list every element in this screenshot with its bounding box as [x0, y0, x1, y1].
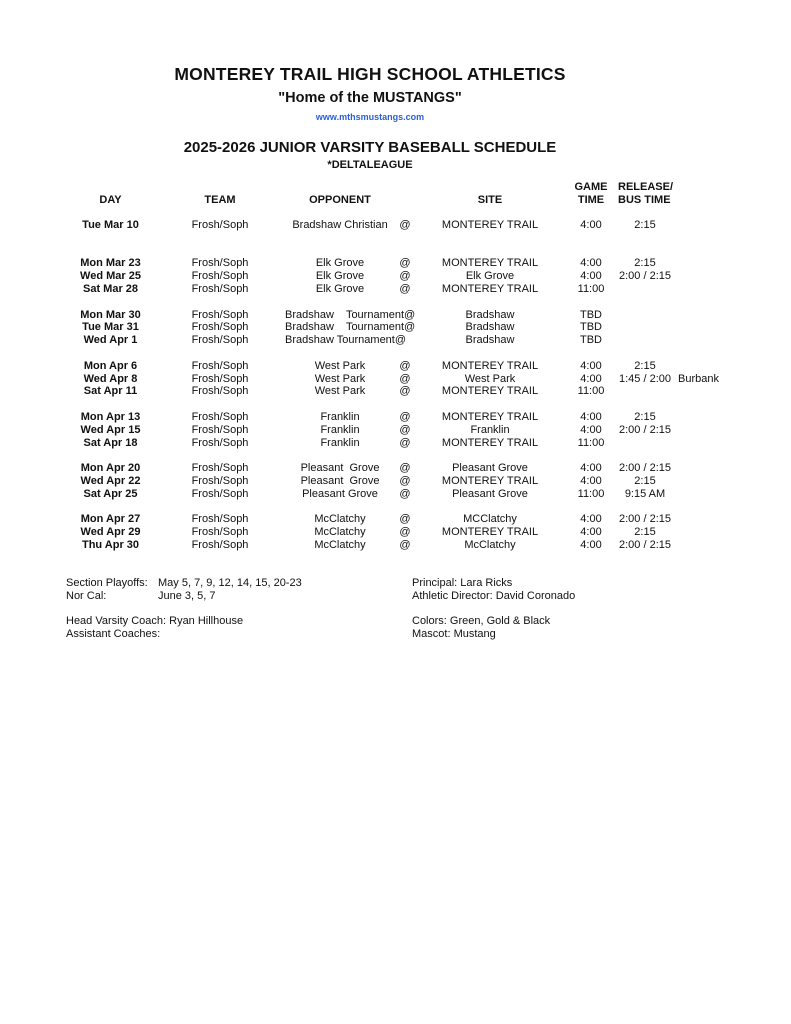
game-time-line1: GAME	[574, 181, 608, 193]
table-row	[66, 475, 740, 488]
schedule-group	[66, 257, 740, 295]
cell-note	[673, 219, 740, 232]
cell-note	[673, 526, 740, 539]
cell-site: MONTEREY TRAIL	[441, 436, 539, 449]
cell-site: MONTEREY TRAIL	[441, 359, 539, 372]
schedule-group	[66, 360, 740, 398]
schedule-group	[66, 513, 740, 551]
cell-day: Mon Mar 30	[80, 308, 141, 321]
cell-release-time	[617, 309, 673, 322]
cell-note	[673, 360, 740, 373]
cell-opponent: Bradshaw Tournament@	[285, 321, 416, 334]
cell-opponent: West Park	[314, 385, 366, 398]
cell-site: Bradshaw	[465, 334, 515, 347]
cell-at-symbol: @	[399, 270, 411, 283]
cell-at-symbol: @	[399, 257, 411, 270]
cell-note	[673, 257, 740, 270]
cell-site: Pleasant Grove	[452, 462, 528, 475]
table-row	[66, 309, 740, 322]
cell-game-time: TBD	[580, 334, 602, 347]
cell-day: Mon Apr 20	[80, 462, 141, 475]
table-row	[66, 411, 740, 424]
playoffs-info-block	[66, 577, 302, 603]
table-row	[66, 513, 740, 526]
cell-opponent: Elk Grove	[315, 270, 365, 283]
cell-release-time: 2:15	[634, 410, 656, 423]
cell-note	[673, 475, 740, 488]
cell-release-time: 2:15	[634, 359, 656, 372]
cell-opponent: Franklin	[320, 436, 360, 449]
principal-line: Principal: Lara Ricks	[412, 577, 513, 589]
cell-team: Frosh/Soph	[191, 462, 249, 475]
cell-game-time: TBD	[580, 321, 602, 334]
cell-team: Frosh/Soph	[191, 513, 249, 526]
col-header-game-time	[565, 181, 617, 207]
cell-at-symbol: @	[399, 436, 411, 449]
cell-day: Thu Apr 30	[81, 538, 140, 551]
cell-site: West Park	[464, 372, 516, 385]
cell-game-time: 4:00	[580, 372, 602, 385]
cell-release-time: 2:00 / 2:15	[619, 538, 671, 551]
cell-day: Sat Apr 25	[83, 487, 138, 500]
cell-opponent: Bradshaw Christian	[292, 219, 388, 231]
school-title: MONTEREY TRAIL HIGH SCHOOL ATHLETICS	[174, 64, 566, 84]
cell-at-symbol: @	[399, 462, 411, 475]
cell-note	[673, 283, 740, 296]
cell-at-symbol: @	[399, 474, 411, 487]
colors-line: Colors: Green, Gold & Black	[412, 615, 551, 627]
cell-release-time: 2:15	[634, 474, 656, 487]
admin-info-block	[412, 577, 575, 603]
mascot-line: Mascot: Mustang	[412, 628, 496, 640]
cell-game-time: 11:00	[577, 385, 605, 398]
website-link[interactable]: www.mthsmustangs.com	[315, 112, 425, 122]
table-row	[66, 283, 740, 296]
cell-team: Frosh/Soph	[191, 474, 249, 487]
game-time-line2: TIME	[577, 194, 605, 206]
cell-team: Frosh/Soph	[191, 334, 249, 347]
cell-day: Tue Mar 31	[82, 321, 139, 334]
cell-day: Mon Apr 27	[80, 513, 141, 526]
cell-at-symbol	[395, 334, 415, 347]
cell-site: MONTEREY TRAIL	[441, 282, 539, 295]
league-label: *DELTALEAGUE	[327, 159, 413, 171]
schedule-title: 2025-2026 JUNIOR VARSITY BASEBALL SCHEDULE	[183, 139, 557, 156]
table-row	[66, 334, 740, 347]
cell-at-symbol: @	[399, 372, 411, 385]
cell-release-time	[617, 283, 673, 296]
cell-team: Frosh/Soph	[191, 219, 249, 231]
cell-at-symbol: @	[399, 385, 411, 398]
cell-day: Sat Mar 28	[82, 282, 139, 295]
cell-release-time: 2:15	[634, 219, 656, 231]
table-row	[66, 539, 740, 552]
cell-note	[673, 488, 740, 501]
cell-at-symbol: @	[399, 538, 411, 551]
cell-release-time: 9:15 AM	[624, 487, 666, 500]
cell-at-symbol	[395, 321, 415, 334]
cell-site: MONTEREY TRAIL	[441, 257, 539, 270]
athletic-director-line: Athletic Director: David Coronado	[412, 590, 576, 602]
cell-game-time: 11:00	[577, 436, 605, 449]
schedule-group	[66, 411, 740, 449]
cell-game-time: 4:00	[580, 526, 602, 539]
cell-release-time: 2:15	[634, 526, 656, 539]
school-info-block	[412, 615, 550, 641]
cell-site: MONTEREY TRAIL	[441, 526, 539, 539]
cell-release-time: 2:00 / 2:15	[619, 513, 671, 526]
col-header-site: SITE	[477, 194, 503, 206]
cell-opponent: McClatchy	[314, 513, 366, 526]
cell-at-symbol: @	[399, 219, 411, 231]
cell-at-symbol: @	[399, 513, 411, 526]
table-row	[66, 526, 740, 539]
cell-opponent: Bradshaw Tournament@	[285, 334, 407, 347]
cell-game-time: 4:00	[580, 538, 602, 551]
cell-day: Wed Mar 25	[80, 270, 141, 283]
cell-opponent: West Park	[314, 372, 366, 385]
cell-release-time: 2:00 / 2:15	[619, 423, 671, 436]
cell-game-time: 4:00	[580, 219, 602, 231]
cell-release-time	[617, 334, 673, 347]
section-playoffs-dates: May 5, 7, 9, 12, 14, 15, 20-23	[158, 577, 302, 589]
table-row	[66, 373, 740, 386]
cell-site: MCClatchy	[463, 513, 517, 526]
cell-day: Tue Mar 10	[82, 219, 139, 231]
cell-game-time: 4:00	[580, 257, 602, 270]
cell-site: Elk Grove	[465, 270, 515, 283]
cell-opponent: Pleasant Grove	[302, 487, 378, 500]
cell-day: Mon Apr 6	[83, 359, 138, 372]
cell-team: Frosh/Soph	[191, 372, 249, 385]
cell-site: MONTEREY TRAIL	[441, 474, 539, 487]
cell-note: Burbank	[678, 372, 719, 385]
cell-game-time: 4:00	[580, 270, 602, 283]
norcal-label: Nor Cal:	[66, 590, 107, 602]
cell-opponent: Pleasant Grove	[300, 462, 380, 475]
schedule-group	[66, 219, 740, 232]
cell-day: Wed Apr 29	[80, 526, 141, 539]
cell-team: Frosh/Soph	[191, 282, 249, 295]
cell-day: Sat Apr 18	[83, 436, 138, 449]
cell-site: Franklin	[470, 423, 510, 436]
table-row	[66, 385, 740, 398]
cell-note	[673, 539, 740, 552]
cell-site: Pleasant Grove	[452, 487, 528, 500]
table-row	[66, 270, 740, 283]
table-row	[66, 462, 740, 475]
document-header	[0, 64, 740, 171]
cell-release-time: 2:00 / 2:15	[619, 270, 671, 283]
cell-site: Bradshaw	[465, 321, 515, 334]
cell-note	[673, 309, 740, 322]
col-header-opponent: OPPONENT	[309, 194, 371, 206]
cell-note	[673, 462, 740, 475]
cell-site: MONTEREY TRAIL	[441, 219, 539, 231]
cell-site: MONTEREY TRAIL	[441, 385, 539, 398]
cell-opponent: Franklin	[320, 410, 360, 423]
col-header-day: DAY	[99, 194, 122, 206]
cell-note	[673, 437, 740, 450]
school-motto: "Home of the MUSTANGS"	[278, 90, 462, 106]
table-row	[66, 424, 740, 437]
table-row	[66, 437, 740, 450]
cell-opponent: Franklin	[320, 423, 360, 436]
cell-day: Wed Apr 22	[80, 474, 141, 487]
cell-release-time: 2:15	[634, 257, 656, 270]
coaches-info-block	[66, 615, 243, 641]
schedule-group	[66, 309, 740, 347]
cell-team: Frosh/Soph	[191, 308, 249, 321]
cell-at-symbol: @	[399, 423, 411, 436]
col-header-team: TEAM	[204, 194, 236, 206]
release-line2: BUS TIME	[618, 194, 671, 206]
cell-opponent: Elk Grove	[315, 257, 365, 270]
cell-opponent: Pleasant Grove	[300, 474, 380, 487]
cell-team: Frosh/Soph	[191, 359, 249, 372]
cell-opponent: Elk Grove	[315, 282, 365, 295]
cell-note	[673, 334, 740, 347]
cell-opponent: McClatchy	[314, 538, 366, 551]
cell-release-time	[617, 385, 673, 398]
cell-team: Frosh/Soph	[191, 385, 249, 398]
cell-note	[673, 411, 740, 424]
cell-game-time: 4:00	[580, 359, 602, 372]
cell-team: Frosh/Soph	[191, 526, 249, 539]
cell-game-time: 4:00	[580, 474, 602, 487]
cell-team: Frosh/Soph	[191, 436, 249, 449]
table-row	[66, 219, 740, 232]
cell-game-time: 4:00	[580, 513, 602, 526]
cell-opponent: McClatchy	[314, 526, 366, 539]
cell-at-symbol	[395, 309, 415, 322]
cell-note	[673, 321, 740, 334]
norcal-dates: June 3, 5, 7	[158, 590, 216, 602]
cell-opponent: West Park	[314, 359, 366, 372]
release-line1: RELEASE/	[618, 181, 674, 193]
cell-team: Frosh/Soph	[191, 257, 249, 270]
cell-game-time: 4:00	[580, 423, 602, 436]
cell-day: Wed Apr 15	[80, 423, 141, 436]
cell-game-time: 4:00	[580, 462, 602, 475]
cell-game-time: 11:00	[577, 282, 605, 295]
cell-release-time	[617, 321, 673, 334]
cell-release-time	[617, 437, 673, 450]
cell-team: Frosh/Soph	[191, 270, 249, 283]
col-header-release-bus-time	[617, 181, 673, 207]
cell-site: MONTEREY TRAIL	[441, 410, 539, 423]
cell-release-time: 1:45 / 2:00	[619, 372, 671, 385]
cell-day: Wed Apr 8	[83, 372, 138, 385]
head-coach-line: Head Varsity Coach: Ryan Hillhouse	[66, 615, 244, 627]
cell-team: Frosh/Soph	[191, 538, 249, 551]
cell-site: McClatchy	[464, 538, 516, 551]
schedule-table-body	[66, 219, 740, 565]
table-row	[66, 257, 740, 270]
section-playoffs-label: Section Playoffs:	[66, 577, 148, 589]
cell-team: Frosh/Soph	[191, 321, 249, 334]
cell-at-symbol: @	[399, 359, 411, 372]
cell-at-symbol: @	[399, 487, 411, 500]
cell-opponent: Bradshaw Tournament@	[285, 308, 416, 321]
cell-team: Frosh/Soph	[191, 410, 249, 423]
table-row	[66, 360, 740, 373]
cell-note	[673, 385, 740, 398]
cell-game-time: 4:00	[580, 410, 602, 423]
assistant-coaches-line: Assistant Coaches:	[66, 628, 161, 640]
cell-release-time: 2:00 / 2:15	[619, 462, 671, 475]
cell-at-symbol: @	[399, 526, 411, 539]
cell-at-symbol: @	[399, 282, 411, 295]
cell-note	[673, 513, 740, 526]
cell-day: Sat Apr 11	[83, 385, 138, 398]
cell-day: Mon Mar 23	[80, 257, 141, 270]
cell-team: Frosh/Soph	[191, 423, 249, 436]
cell-game-time: TBD	[580, 308, 602, 321]
cell-at-symbol: @	[399, 410, 411, 423]
table-row	[66, 488, 740, 501]
cell-site: Bradshaw	[465, 308, 515, 321]
schedule-group	[66, 462, 740, 500]
cell-day: Wed Apr 1	[83, 334, 138, 347]
cell-team: Frosh/Soph	[191, 487, 249, 500]
cell-note	[673, 270, 740, 283]
cell-game-time: 11:00	[577, 487, 605, 500]
cell-day: Mon Apr 13	[80, 410, 141, 423]
table-row	[66, 321, 740, 334]
table-header-row	[66, 181, 740, 207]
cell-note	[673, 424, 740, 437]
